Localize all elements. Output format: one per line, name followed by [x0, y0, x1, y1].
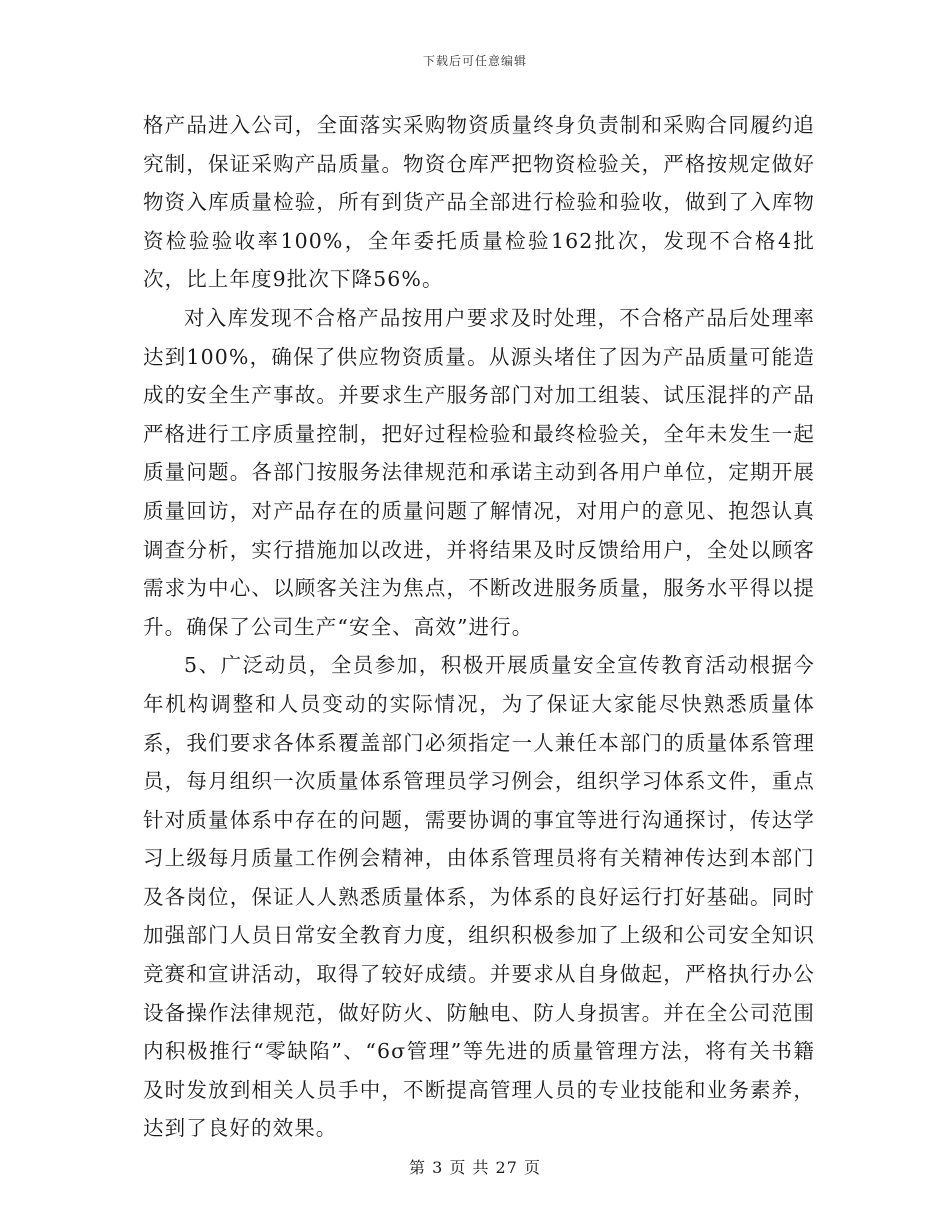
page-number-text: 第 3 页 共 27 页	[409, 1158, 541, 1177]
page-header: 下载后可任意编辑	[422, 54, 527, 68]
document-body	[143, 106, 815, 1148]
paragraph-quality-handling: 对入库发现不合格产品按用户要求及时处理，不合格产品后处理率达到100%，确保了供应物资质量。从源头堵住了因为产品质量可能造成的安全生产事故。并要求生产服务部门对加工组装、试压混拌的产品严格进行工序质量控制，把好过程检验和最终检验关，全年未发生一起质量问题。各部门按服务法律规范和承诺主动到各用户单位，定期开展质量回访，对产品存在的质量问题了解情况，对用户的意见、抱怨认真调查分析，实行措施加以改进，并将结果及时反馈给用户，全处以顾客需求为中心、以顾客关注为焦点，不断改进服务质量，服务水平得以提升。确保了公司生产“安全、高效”进行。	[143, 305, 815, 639]
paragraph-continuation: 格产品进入公司，全面落实采购物资质量终身负责制和采购合同履约追究制，保证采购产品质量。物资仓库严把物资检验关，严格按规定做好物资入库质量检验，所有到货产品全部进行检验和验收，做到了入库物资检验验收率100%，全年委托质量检验162批次，发现不合格4批次，比上年度9批次下降56%。	[143, 113, 815, 292]
paragraph-item-5: 5、广泛动员，全员参加，积极开展质量安全宣传教育活动根据今年机构调整和人员变动的实际情况，为了保证大家能尽快熟悉质量体系，我们要求各体系覆盖部门必须指定一人兼任本部门的质量体系管理员，每月组织一次质量体系管理员学习例会，组织学习体系文件，重点针对质量体系中存在的问题，需要协调的事宜等进行沟通探讨，传达学习上级每月质量工作例会精神，由体系管理员将有关精神传达到本部门及各岗位，保证人人熟悉质量体系，为体系的良好运行打好基础。同时加强部门人员日常安全教育力度，组织积极参加了上级和公司安全知识竞赛和宣讲活动，取得了较好成绩。并要求从自身做起，严格执行办公设备操作法律规范，做好防火、防触电、防人身损害。并在全公司范围内积极推行“零缺陷”、“6σ管理”等先进的质量管理方法，将有关书籍及时发放到相关人员手中，不断提高管理人员的专业技能和业务素养，达到了良好的效果。	[143, 653, 815, 1141]
page-number	[0, 1155, 950, 1178]
